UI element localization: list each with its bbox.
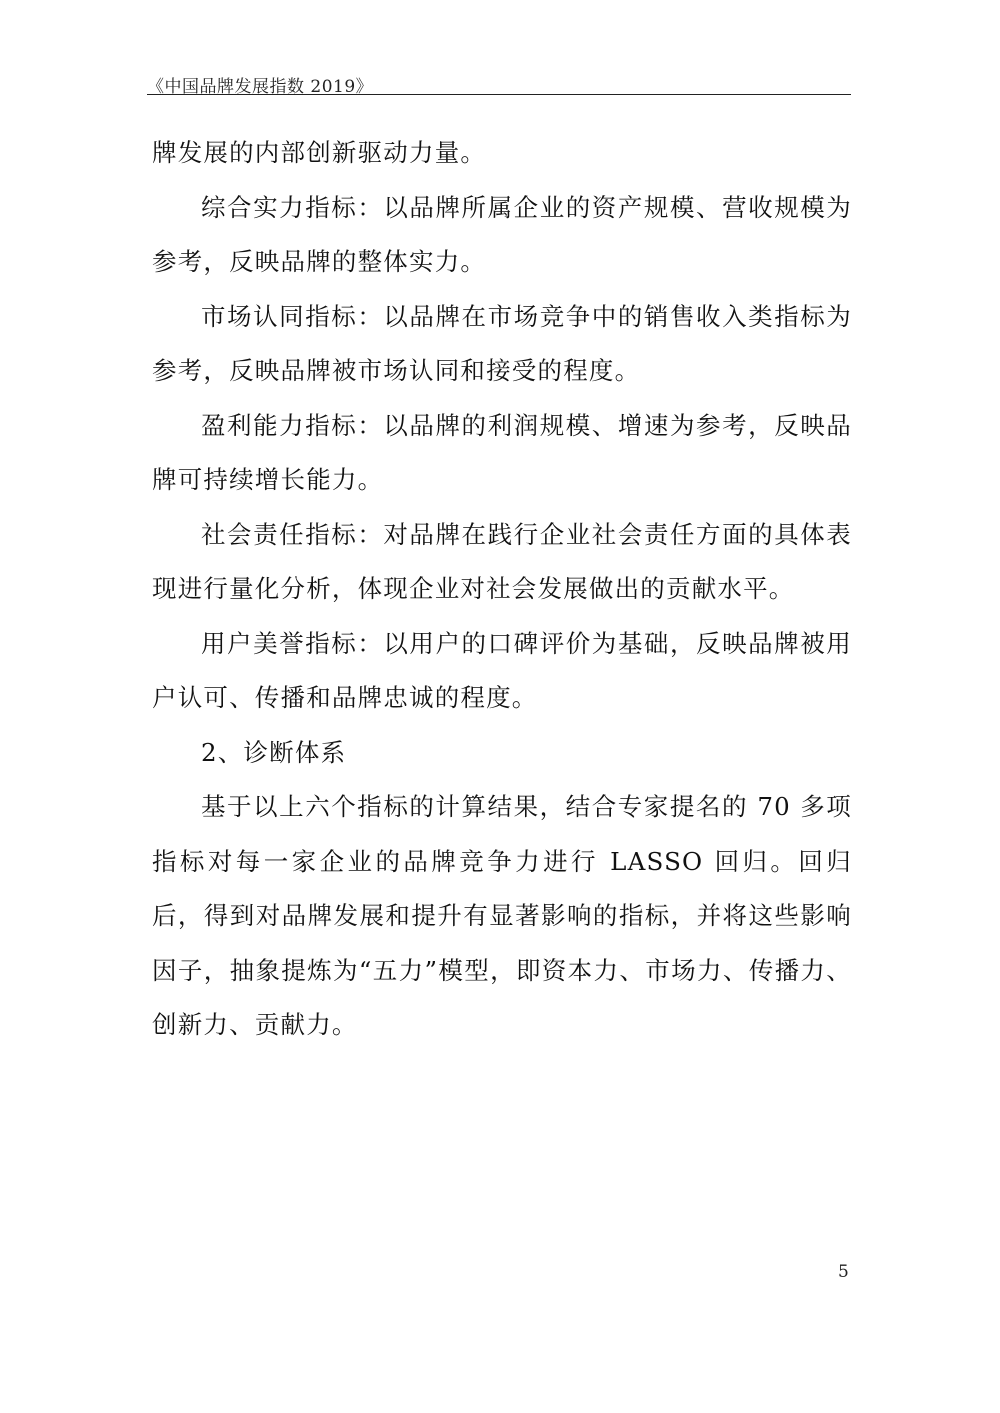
running-header: 《中国品牌发展指数 2019》	[147, 77, 374, 97]
paragraph-market-recognition: 市场认同指标：以品牌在市场竞争中的销售收入类指标为参考，反映品牌被市场认同和接受的程度。	[152, 301, 852, 385]
section-heading-diagnosis: 2、诊断体系	[201, 737, 347, 767]
page-body	[152, 126, 852, 1053]
paragraph-profitability: 盈利能力指标：以品牌的利润规模、增速为参考，反映品牌可持续增长能力。	[152, 410, 852, 494]
page-number: 5	[838, 1262, 849, 1282]
header-divider	[147, 94, 851, 95]
paragraph-continuation: 牌发展的内部创新驱动力量。	[152, 138, 487, 167]
paragraph-diagnosis-system: 基于以上六个指标的计算结果，结合专家提名的 70 多项指标对每一家企业的品牌竞争力进行 LASSO 回归。回归后，得到对品牌发展和提升有显著影响的指标，并将这些影响因子，抽象提炼为“五力”模型，即资本力、市场力、传播力、创新力、贡献力。	[152, 792, 852, 1039]
paragraph-social-responsibility: 社会责任指标：对品牌在践行企业社会责任方面的具体表现进行量化分析，体现企业对社会发展做出的贡献水平。	[152, 519, 852, 603]
paragraph-user-reputation: 用户美誉指标：以用户的口碑评价为基础，反映品牌被用户认可、传播和品牌忠诚的程度。	[152, 628, 852, 712]
paragraph-comprehensive-strength: 综合实力指标：以品牌所属企业的资产规模、营收规模为参考，反映品牌的整体实力。	[152, 192, 852, 276]
